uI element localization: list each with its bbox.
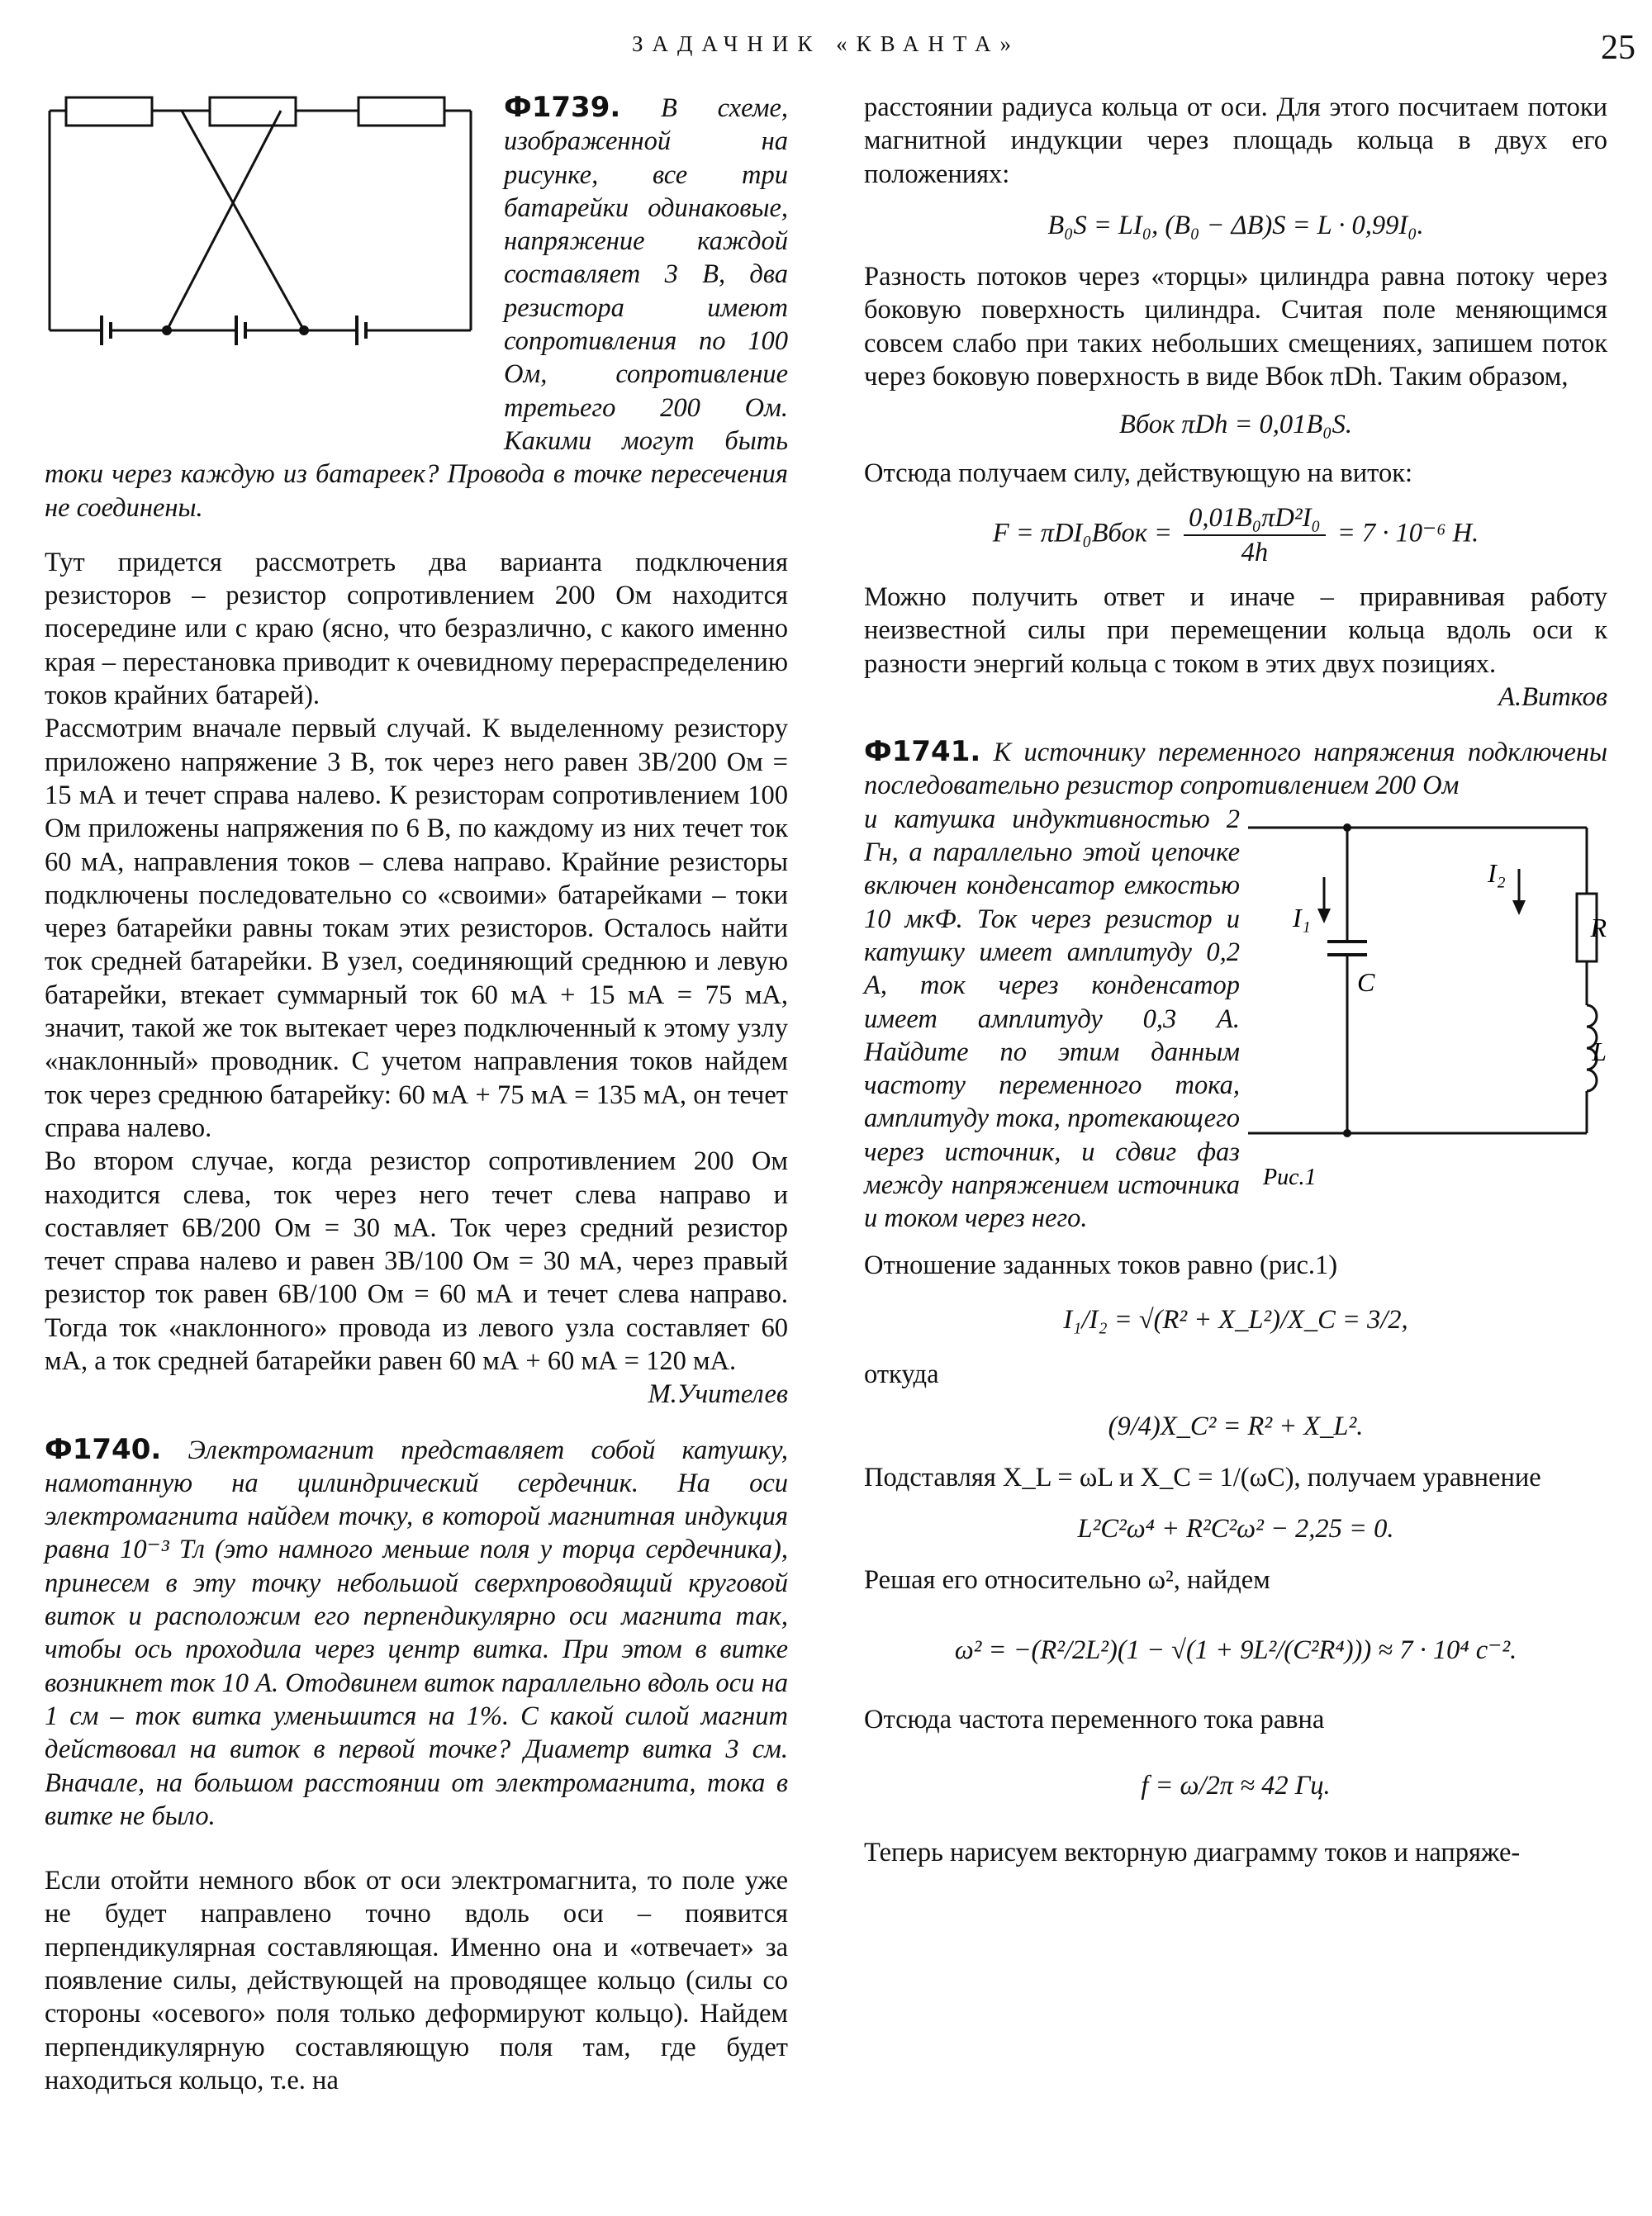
f1739-solution-paragraph-3: Во втором случае, когда резистор сопротивлением 200 Ом находится слева, ток через него течет слева направо и составляет 6В/200 Ом = 30 мА. Ток через средний резистор течет справа налево и равен 3В/100 Ом = 30 мА, через правый резистор ток равен 6В/100 Ом = 60 мА и течет слева направо. Тогда ток «наклонного» провода из левого узла составляет 60 мА, а ток средней батарейки равен 60 мА + 60 мА = 120 мА. <box>45 1146 788 1376</box>
equation-reactance-relation: (9/4)X_C² = R² + X_L². <box>1108 1411 1364 1441</box>
problem-f1741-id: Ф1741. <box>864 735 981 769</box>
f1741-hence: откуда <box>864 1359 939 1390</box>
equation-omega-quartic: L²C²ω⁴ + R²C²ω² − 2,25 = 0. <box>1077 1514 1394 1545</box>
equation-force-denominator: 4h <box>1241 537 1269 567</box>
problem-f1739-text: В схеме, изображенной на рисунке, все три батарейки одинаковые, напряжение каждой составляет 3 В, два резистора имеют сопротивления по 100 Ом, сопротивление третьего 200 Ом. Какими могут быть токи через каждую из батареек? Провода в точке пересечения не соединены. <box>45 93 789 523</box>
equation-omega-squared: ω² = −(R²/2L²)(1 − √(1 + 9L²/(C²R⁴))) ≈ 7 · 10⁴ с⁻². <box>954 1635 1517 1665</box>
equation-current-ratio: I₁/I₂ = √(R² + X_L²)/X_C = 3/2, <box>1063 1304 1408 1335</box>
page-number: 25 <box>1601 29 1635 67</box>
equation-force <box>864 501 1607 569</box>
label-i2: I₂ <box>1488 857 1506 888</box>
problem-f1740-statement <box>45 1433 788 1834</box>
label-i1: I₁ <box>1293 902 1311 932</box>
problem-f1740-text: Электромагнит представляет собой катушку, намотанную на цилиндрический сердечник. На оси электромагнита найдем точку, в которой магнитная индукция равна 10⁻³ Тл (это намного меньше поля у торца сердечника), принесем в эту точку небольшой сверхпроводящий круговой виток и расположим его перпендикулярно оси магнита так, чтобы ось проходила через центр витка. При этом в витке возникнет ток 10 А. Отодвинем виток параллельно вдоль оси на 1 см – ток витка уменьшится на 1%. С какой силой магнит действовал на виток в первой точке? Диаметр витка 3 см. Вначале, на большом расстоянии от электромагнита, тока в витке не было. <box>45 1435 789 1831</box>
problem-f1739-statement <box>45 91 788 524</box>
f1740-author: А.Витков <box>1498 681 1607 712</box>
label-r: R <box>1590 912 1607 942</box>
f1739-author: М.Учителев <box>648 1379 788 1410</box>
right-column <box>864 91 1607 1869</box>
lc-circuit-figure <box>1248 803 1607 1232</box>
label-l: L <box>1592 1036 1607 1066</box>
equation-lateral-flux: Bбок πDh = 0,01B₀S. <box>1119 410 1352 440</box>
running-title: ЗАДАЧНИК «КВАНТА» <box>631 31 1021 56</box>
problem-f1741-statement-top: Ф1741. К источнику переменного напряжения подключены последовательно резистор сопротивлением 200 Ом <box>864 735 1608 801</box>
equation-force-left: F = πDI₀Bбок = <box>992 518 1172 548</box>
f1740-solution-paragraph: Если отойти немного вбок от оси электромагнита, то поле уже не будет направлено точно вдоль оси – появится перпендикулярная составляющая. Именно она и «отвечает» за появление силы, действующей на проводящее кольцо (силы со стороны «осевого» поля только деформируют кольцо). Найдем перпендикулярную составляющую поля там, где будет находиться кольцо, т.е. на <box>45 1866 788 2095</box>
label-c: C <box>1357 966 1375 997</box>
equation-frequency: f = ω/2π ≈ 42 Гц. <box>1141 1771 1331 1801</box>
f1741-solving: Решая его относительно ω², найдем <box>864 1565 1270 1596</box>
f1740-lateral-flux-paragraph: Разность потоков через «торцы» цилиндра равна потоку через боковую поверхность цилиндра. Считая поле меняющимся совсем слабо при таких небольших смещениях, запишем поток через боковую поверхность в виде Bбок πDh. Таким образом, <box>864 262 1607 392</box>
figure-space <box>45 91 504 429</box>
equation-force-numerator: 0,01B₀πD²I₀ <box>1184 501 1326 536</box>
equation-force-fraction <box>1184 501 1326 569</box>
f1739-solution-paragraph-2: Рассмотрим вначале первый случай. К выделенному резистору приложено напряжение 3 В, ток через него равен 3В/200 Ом = 15 мА и течет справа налево. К резисторам сопротивлением 100 Ом приложены напряжения по 6 В, по каждому из них течет ток 60 мА, направления токов – слева направо. Крайние резисторы подключены последовательно со «своими» батарейками – токи через батарейки равны токам этих резисторов. Осталось найти ток средней батарейки. В узел, соединяющий среднюю и левую батарейки, втекает суммарный ток 60 мА + 15 мА = 75 мА, значит, такой же ток вытекает через подключенный к этому узлу «наклонный» проводник. С учетом направления токов найдем ток через среднюю батарейку: 60 мА + 75 мА = 135 мА, он течет справа налево. <box>45 714 788 1143</box>
problem-f1739-id: Ф1739. <box>504 91 621 124</box>
f1741-current-ratio-intro: Отношение заданных токов равно (рис.1) <box>864 1250 1338 1280</box>
left-column <box>45 91 788 2097</box>
f1740-solution-continued: расстоянии радиуса кольца от оси. Для этого посчитаем потоки магнитной индукции через площадь кольца в двух его положениях: <box>864 93 1607 189</box>
f1740-force-intro: Отсюда получаем силу, действующую на виток: <box>864 458 1413 488</box>
equation-flux: B₀S = LI₀, (B₀ − ΔB)S = L · 0,99I₀. <box>1047 210 1424 240</box>
f1741-statement-with-figure <box>864 803 1607 1236</box>
f1741-frequency-intro: Отсюда частота переменного тока равна <box>864 1704 1325 1734</box>
f1739-solution-paragraph-1: Тут придется рассмотреть два варианта подключения резисторов – резистор сопротивлением 200 Ом находится посередине или с краю (ясно, что безразлично, с какого именно края – перестановка приводит к очевидному перераспределению токов крайних батарей). <box>45 547 788 711</box>
f1740-alternative-method: Можно получить ответ и иначе – приравнивая работу неизвестной силы при перемещении кольца вдоль оси к разности энергий кольца с током в этих двух позициях. <box>864 581 1607 679</box>
problem-f1740-id: Ф1740. <box>45 1432 162 1466</box>
f1741-vector-diagram-intro: Теперь нарисуем векторную диаграмму токов и напряже- <box>864 1837 1521 1867</box>
problem-f1741-statement-side: и катушка индуктивностью 2 Гн, а параллельно этой цепочке включен конденсатор емкостью 10 мкФ. Ток через резистор и катушку имеет амплитуду 0,2 А, ток через конденсатор имеет амплитуду 0,3 А. Найдите по этим данным частоту переменного тока, амплитуду тока, протекающего через источник, и сдвиг фаз между напряжением источника и током через него. <box>864 804 1240 1234</box>
equation-force-right: = 7 · 10⁻⁶ Н. <box>1336 518 1479 548</box>
f1741-substitution: Подставляя X_L = ωL и X_C = 1/(ωC), получаем уравнение <box>864 1462 1541 1492</box>
figure-caption: Рис.1 <box>1263 1164 1317 1190</box>
